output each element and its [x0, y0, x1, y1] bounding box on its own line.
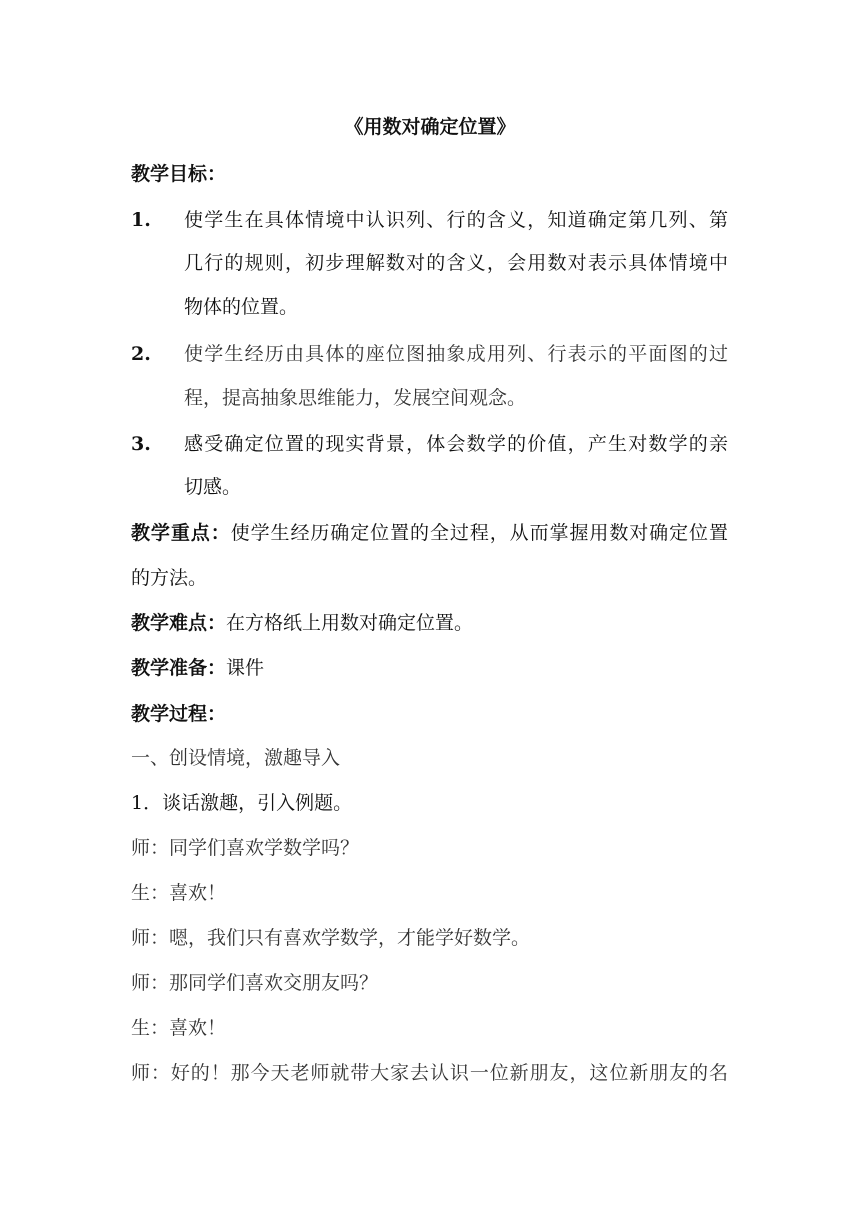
- dialogue-line-5: 生：喜欢！: [131, 1017, 227, 1039]
- objective-3-line-1: 感受确定位置的现实背景，体会数学的价值，产生对数学的亲: [184, 433, 728, 455]
- key-point-line-1: [131, 520, 728, 546]
- objective-1-line-2: 几行的规则，初步理解数对的含义，会用数对表示具体情境中: [184, 252, 728, 274]
- key-point-line-2: 的方法。: [131, 567, 208, 589]
- objective-2-line-2: 程，提高抽象思维能力，发展空间观念。: [184, 387, 527, 409]
- objective-2-line-1: 使学生经历由具体的座位图抽象成用列、行表示的平面图的过: [184, 343, 728, 365]
- difficulty-text: 在方格纸上用数对确定位置。: [226, 612, 474, 634]
- preparation-label: 教学准备：: [131, 657, 227, 679]
- difficulty-label: 教学难点：: [131, 612, 227, 634]
- preparation-line: [131, 655, 264, 681]
- process-step-1: 1．谈话激趣，引入例题。: [131, 792, 353, 814]
- objective-1-line-1: 使学生在具体情境中认识列、行的含义，知道确定第几列、第: [184, 209, 728, 231]
- key-point-text: 使学生经历确定位置的全过程，从而掌握用数对确定位置: [230, 522, 728, 544]
- objectives-heading: 教学目标：: [131, 163, 227, 185]
- difficulty-line: [131, 610, 473, 636]
- dialogue-line-3: 师：嗯，我们只有喜欢学数学，才能学好数学。: [131, 927, 531, 949]
- dialogue-line-1: 师：同学们喜欢学数学吗？: [131, 837, 360, 859]
- preparation-text: 课件: [226, 657, 265, 679]
- key-point-label: 教学重点：: [131, 522, 231, 544]
- dialogue-line-2: 生：喜欢！: [131, 882, 227, 904]
- process-section-1: 一、创设情境，激趣导入: [131, 747, 341, 769]
- dialogue-line-4: 师：那同学们喜欢交朋友吗？: [131, 972, 379, 994]
- process-heading: 教学过程：: [131, 703, 227, 725]
- objective-number-2: 2.: [131, 343, 151, 365]
- objective-3-line-2: 切感。: [184, 476, 242, 498]
- dialogue-line-6: 师：好的！那今天老师就带大家去认识一位新朋友，这位新朋友的名: [131, 1062, 728, 1084]
- objective-number-1: 1.: [131, 209, 151, 231]
- objective-number-3: 3.: [131, 433, 151, 455]
- objective-1-line-3: 物体的位置。: [184, 296, 299, 318]
- document-title: 《用数对确定位置》: [344, 116, 516, 138]
